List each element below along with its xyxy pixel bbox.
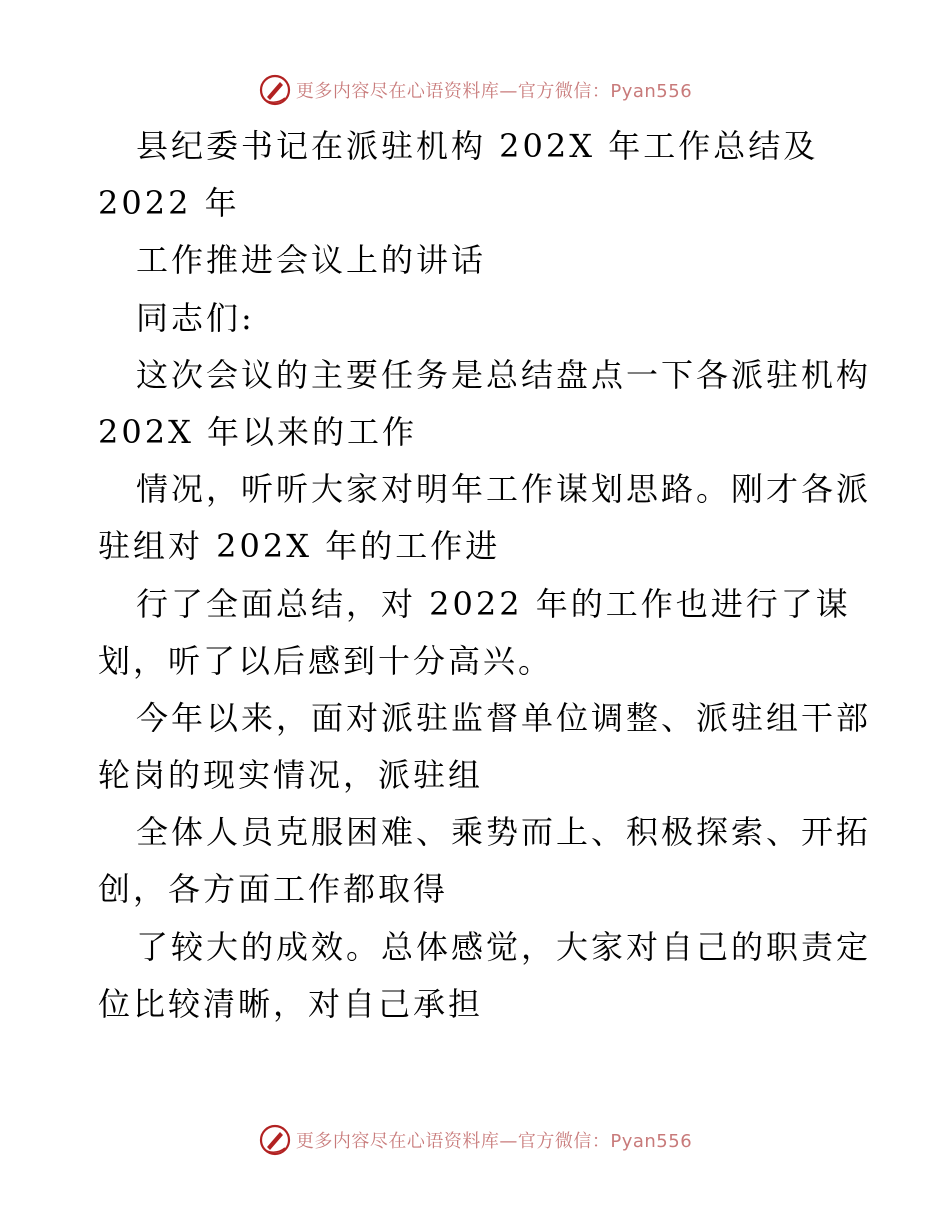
text-line: 轮岗的现实情况，派驻组 (98, 756, 484, 795)
text-line: 今年以来，面对派驻监督单位调整、派驻组干部 (136, 698, 872, 737)
logo-icon (258, 73, 292, 107)
text-line: 情况，听听大家对明年工作谋划思路。刚才各派 (136, 470, 872, 509)
text-line: 位比较清晰，对自己承担 (98, 984, 484, 1023)
watermark-text: 更多内容尽在心语资料库—官方微信：Pyan556 (295, 81, 693, 102)
text-line: 这次会议的主要任务是总结盘点一下各派驻机构 (136, 355, 872, 394)
text-line: 县纪委书记在派驻机构 202X 年工作总结及 (136, 127, 819, 165)
text-line: 驻组对 202X 年的工作进 (98, 527, 501, 566)
document-body (98, 118, 872, 1033)
watermark-header (0, 72, 950, 108)
watermark-footer (0, 1122, 950, 1158)
watermark-text: 更多内容尽在心语资料库—官方微信：Pyan556 (295, 1131, 693, 1152)
text-line: 202X 年以来的工作 (98, 412, 418, 451)
text-line: 了较大的成效。总体感觉，大家对自己的职责定 (136, 927, 872, 966)
logo-icon (258, 1123, 292, 1157)
text-line: 同志们: (136, 298, 255, 337)
text-line: 全体人员克服困难、乘势而上、积极探索、开拓 (136, 813, 872, 852)
text-line: 行了全面总结，对 2022 年的工作也进行了谋 (136, 584, 851, 623)
text-line: 创，各方面工作都取得 (98, 870, 449, 909)
text-line: 工作推进会议上的讲话 (136, 241, 487, 280)
text-line: 划，听了以后感到十分高兴。 (98, 641, 554, 680)
text-line: 2022 年 (98, 184, 240, 223)
